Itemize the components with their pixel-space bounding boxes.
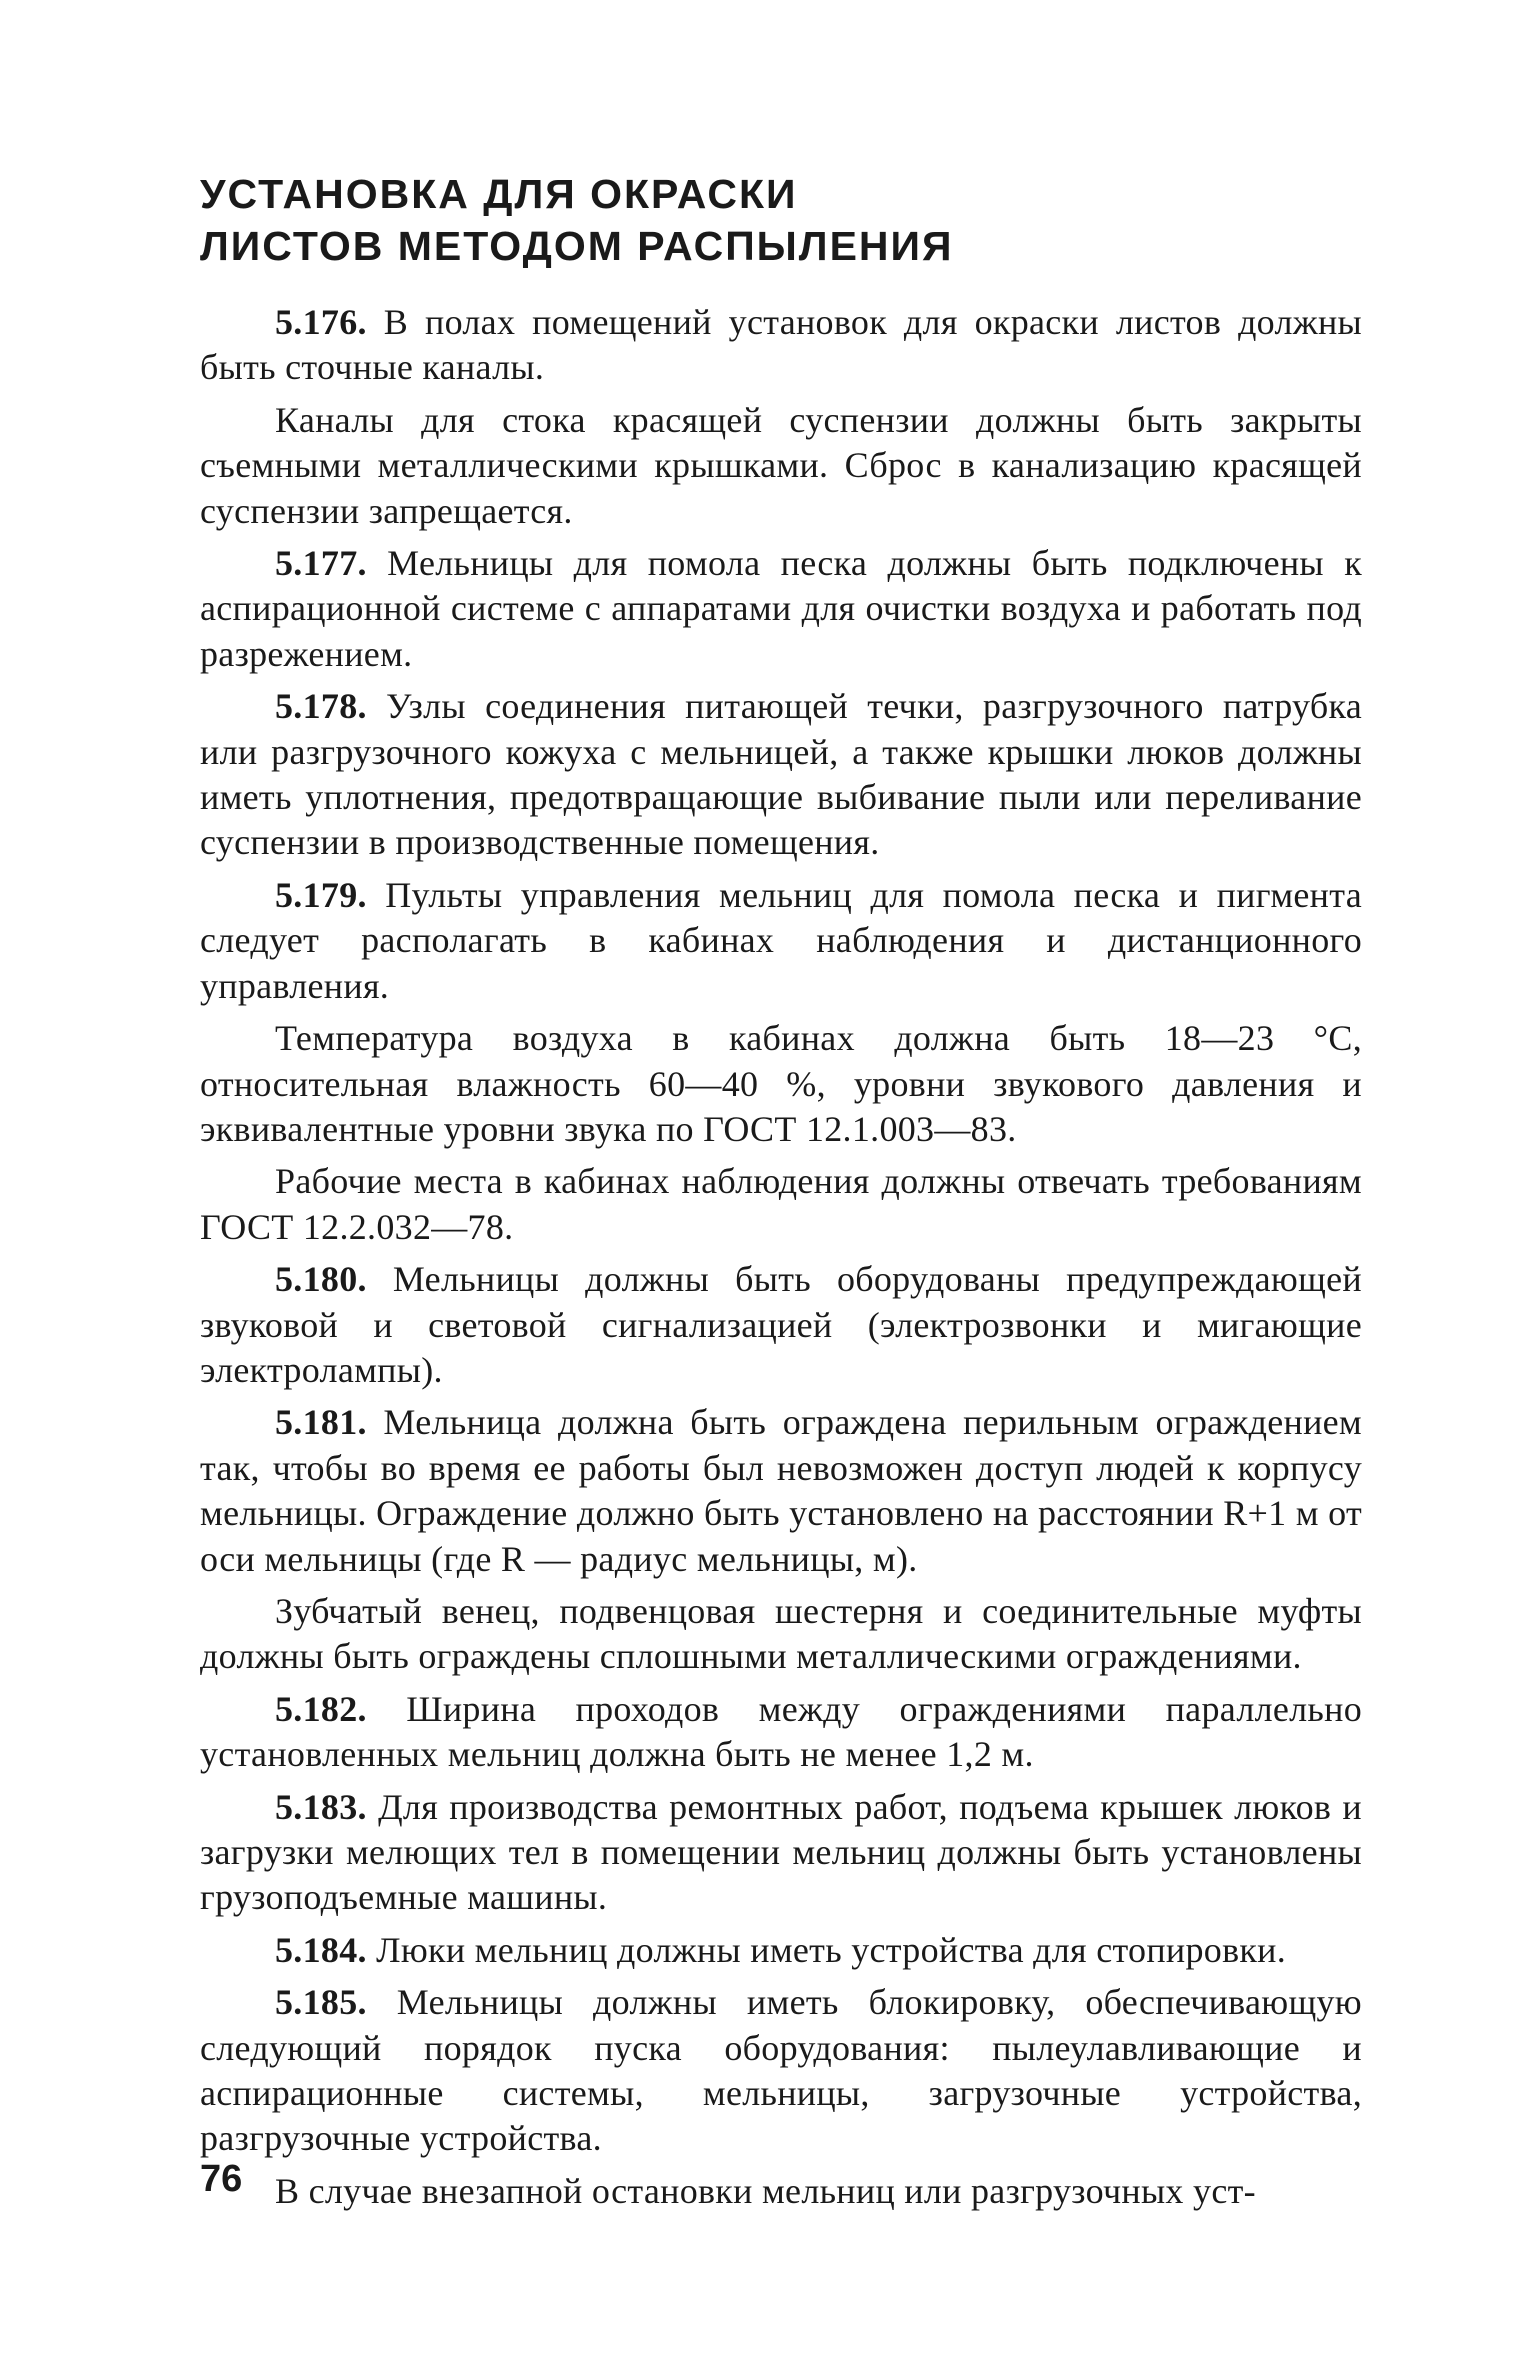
paragraph-5-176-cont xyxy=(200,398,1362,534)
clause-number: 5.182. xyxy=(275,1688,367,1729)
paragraph-5-179-workplaces xyxy=(200,1159,1362,1250)
clause-number: 5.181. xyxy=(275,1402,367,1443)
heading-line-1: УСТАНОВКА ДЛЯ ОКРАСКИ xyxy=(200,171,798,217)
paragraph-text: Ширина проходов между ограждениями параллельно установленных мельниц должна быть не менее 1,2 м. xyxy=(200,1688,1362,1775)
paragraph-5-179 xyxy=(200,873,1362,1009)
paragraph-5-180 xyxy=(200,1257,1362,1393)
paragraph-text: Температура воздуха в кабинах должна быть 18—23 °С, относительная влажность 60—40 %, уровни звукового давления и эквивалентные уровни звука по ГОСТ 12.1.003—83. xyxy=(200,1018,1362,1149)
paragraph-text: Мельницы должны быть оборудованы предупреждающей звуковой и световой сигнализацией (электрозвонки и мигающие электролампы). xyxy=(200,1259,1362,1390)
paragraph-text: Пульты управления мельниц для помола песка и пигмента следует располагать в кабинах наблюдения и дистанционного управления. xyxy=(200,874,1362,1006)
paragraph-text: Узлы соединения питающей течки, разгрузочного патрубка или разгрузочного кожуха с мельницей, а также крышки люков должны иметь уплотнения, предотвращающие выбивание пыли или переливание суспензии в производственные помещения. xyxy=(200,686,1362,863)
paragraph-5-183 xyxy=(200,1785,1362,1921)
paragraph-text: Люки мельниц должны иметь устройства для стопировки. xyxy=(366,1929,1287,1970)
paragraph-5-179-temp xyxy=(200,1016,1362,1152)
paragraph-text: Зубчатый венец, подвенцовая шестерня и соединительные муфты должны быть ограждены сплошными металлическими ограждениями. xyxy=(200,1590,1362,1677)
paragraph-text: В полах помещений установок для окраски листов должны быть сточные каналы. xyxy=(200,302,1362,388)
heading-line-2: ЛИСТОВ МЕТОДОМ РАСПЫЛЕНИЯ xyxy=(200,223,954,269)
paragraph-5-178 xyxy=(200,684,1362,866)
paragraph-5-181 xyxy=(200,1400,1362,1582)
clause-number: 5.185. xyxy=(275,1982,367,2023)
paragraph-text: В случае внезапной остановки мельниц или разгрузочных уст- xyxy=(275,2170,1256,2211)
paragraph-5-185-cont xyxy=(200,2169,1362,2214)
paragraph-5-181-cont xyxy=(200,1589,1362,1680)
clause-number: 5.183. xyxy=(275,1786,367,1827)
body-text xyxy=(200,300,1362,2221)
paragraph-5-182 xyxy=(200,1687,1362,1778)
paragraph-text: Каналы для стока красящей суспензии должны быть закрыты съемными металлическими крышками. Сброс в канализацию красящей суспензии запрещается. xyxy=(200,399,1362,531)
paragraph-text: Мельницы для помола песка должны быть подключены к аспирационной системе с аппаратами для очистки воздуха и работать под разрежением. xyxy=(200,543,1362,674)
paragraph-text: Мельница должна быть ограждена перильным ограждением так, чтобы во время ее работы был невозможен доступ людей к корпусу мельницы. Ограждение должно быть установлено на расстоянии R+1 м от оси мельницы (где R — радиус мельницы, м). xyxy=(200,1402,1362,1579)
paragraph-text: Для производства ремонтных работ, подъема крышек люков и загрузки мелющих тел в помещении мельниц должны быть установлены грузоподъемные машины. xyxy=(200,1786,1362,1918)
paragraph-text: Рабочие места в кабинах наблюдения должны отвечать требованиям ГОСТ 12.2.032—78. xyxy=(200,1161,1362,1247)
section-heading xyxy=(200,168,953,272)
clause-number: 5.184. xyxy=(275,1929,367,1970)
clause-number: 5.179. xyxy=(275,874,367,915)
clause-number: 5.180. xyxy=(275,1259,367,1300)
clause-number: 5.176. xyxy=(275,302,367,342)
clause-number: 5.178. xyxy=(275,686,367,727)
paragraph-5-176 xyxy=(200,300,1362,391)
paragraph-5-184 xyxy=(200,1928,1362,1973)
clause-number: 5.177. xyxy=(275,543,367,584)
paragraph-5-177 xyxy=(200,541,1362,677)
paragraph-text: Мельницы должны иметь блокировку, обеспечивающую следующий порядок пуска оборудования: пылеулавливающие и аспирационные системы, мельницы, загрузочные устройства, разгрузочные устройства. xyxy=(200,1982,1362,2159)
page-number: 76 xyxy=(200,2158,243,2200)
paragraph-5-185 xyxy=(200,1980,1362,2162)
